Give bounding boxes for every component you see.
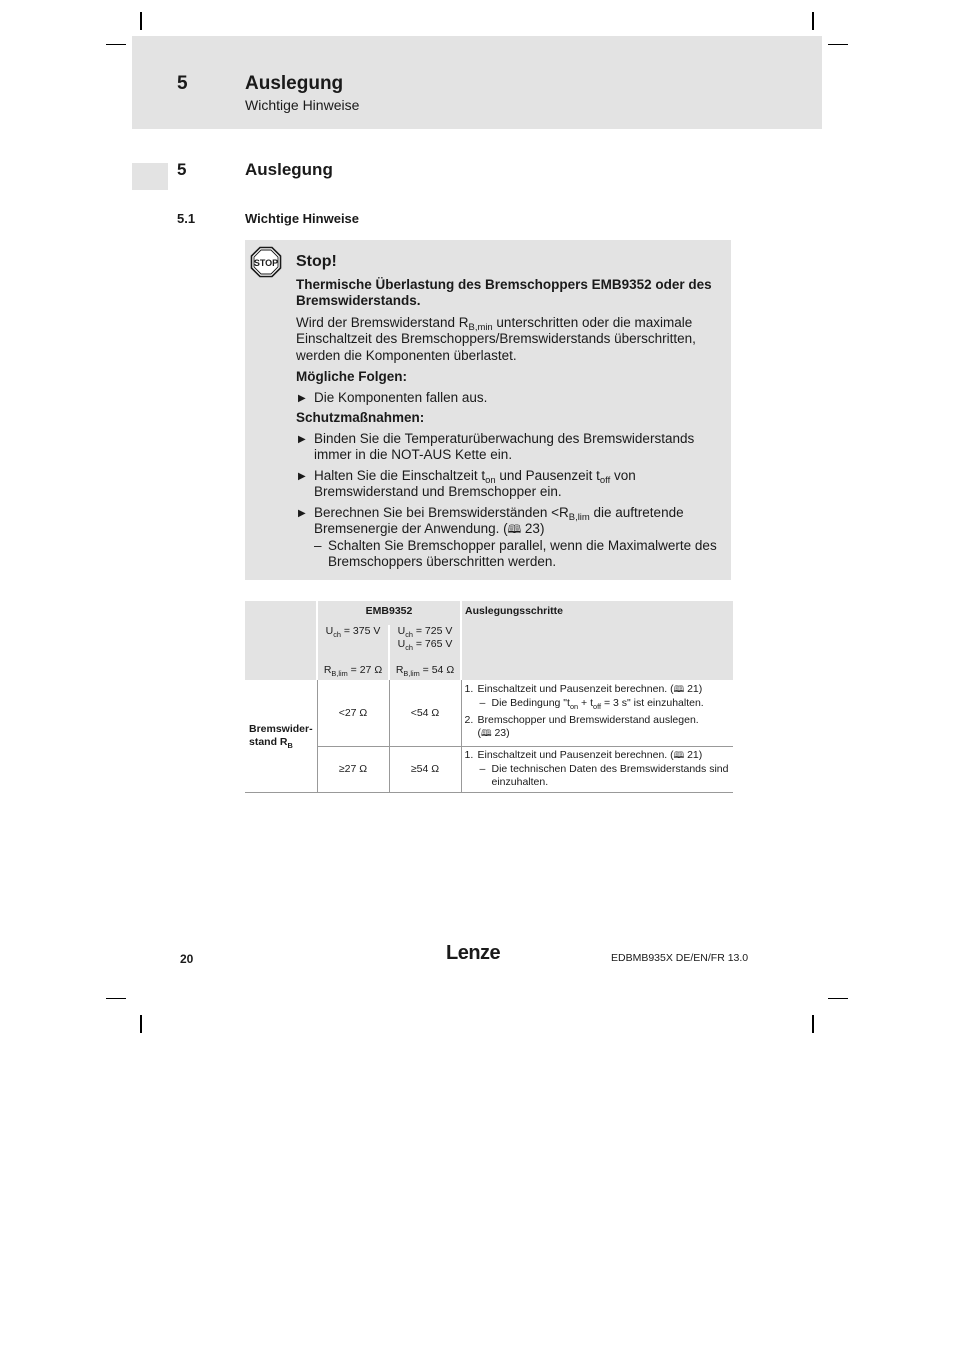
section-marker-tab xyxy=(132,163,168,190)
measure-item: ▶ Berechnen Sie bei Bremswiderständen $<R_{B,lim}$ die auftretende Bremsenergie der Anwendung. (🕮 23) xyxy=(296,505,724,538)
chapter-title: Auslegung xyxy=(245,73,344,94)
row1-value-725: <54 Ω xyxy=(389,680,461,747)
col-steps-header: Auslegungsschritte xyxy=(461,601,733,680)
stop-headline: Thermische Überlastung des Bremschoppers EMB9352 oder des Bremswiderstands. xyxy=(296,276,712,308)
crop-mark xyxy=(140,12,142,30)
crop-mark xyxy=(106,998,126,999)
crop-mark xyxy=(106,44,126,45)
measure-item: ▶ Halten Sie die Einschaltzeit $t_{on}$ und Pausenzeit $t_{off}$ von Bremswiderstand und Bremschopper ein. xyxy=(296,468,724,501)
row-label-cell: Bremswider- stand $R_B$ xyxy=(245,680,317,793)
row1-steps-cell xyxy=(461,680,733,747)
row2-value-375: ≥27 Ω xyxy=(317,747,389,793)
row2-steps-cell xyxy=(461,747,733,793)
section-title: Auslegung xyxy=(245,160,333,179)
chapter-header-band xyxy=(132,36,822,129)
subsection-number: 5.1 xyxy=(177,211,196,226)
step-item: 1. Einschaltzeit und Pausenzeit berechnen. (🕮 21) xyxy=(464,683,703,695)
braking-resistor-table xyxy=(245,601,733,793)
stop-sign-icon xyxy=(250,246,282,278)
rb-27-cell: $R_{B,lim} = 27$ Ω xyxy=(317,653,389,680)
crop-mark xyxy=(140,1015,142,1033)
crop-mark xyxy=(812,12,814,30)
crop-mark xyxy=(828,44,848,45)
consequences-heading: Mögliche Folgen: xyxy=(296,369,407,384)
measures-heading: Schutzmaßnahmen: xyxy=(296,410,425,425)
row1-value-375: <27 Ω xyxy=(317,680,389,747)
crop-mark xyxy=(828,998,848,999)
uch-375-cell: $U_{ch} = 375$ V xyxy=(317,625,389,653)
step-item: 1. Einschaltzeit und Pausenzeit berechnen. (🕮 21) xyxy=(464,749,703,761)
col-group-header: EMB9352 xyxy=(317,601,461,625)
document-id: EDBMB935X DE/EN/FR 13.0 xyxy=(611,952,749,964)
book-icon: 🕮 xyxy=(673,751,685,761)
rb-54-cell: $R_{B,lim} = 54$ Ω xyxy=(389,653,461,680)
chapter-subtitle: Wichtige Hinweise xyxy=(245,97,360,113)
stop-notice-body xyxy=(296,254,724,571)
stop-paragraph: Wird der Bremswiderstand $R_{B,min}$ unterschritten oder die maximale Einschaltzeit des Bremschoppers/Bremswiderstands überschritten, werden die Komponenten überlastet. xyxy=(296,314,696,363)
lenze-logo: Lenze xyxy=(446,942,501,964)
step-sub-item: – Die Bedingung "$t_{on} + t_{off} = 3$ s" ist einzuhalten. xyxy=(462,697,730,710)
measure-sub-item: – Schalten Sie Bremschopper parallel, wenn die Maximalwerte des Bremschoppers überschritten werden. xyxy=(296,538,724,571)
table-corner-cell xyxy=(245,601,317,680)
consequence-item: ▶ Die Komponenten fallen aus. xyxy=(296,390,724,407)
book-icon: 🕮 xyxy=(673,685,685,695)
crop-mark xyxy=(812,1015,814,1033)
subsection-title: Wichtige Hinweise xyxy=(245,211,360,226)
book-icon: 🕮 xyxy=(507,522,522,536)
chapter-number: 5 xyxy=(177,73,188,94)
step-item: 2. Bremschopper und Bremswiderstand auslegen. (🕮 23) xyxy=(464,714,699,739)
stop-title: Stop! xyxy=(296,253,337,270)
row2-value-725: ≥54 Ω xyxy=(389,747,461,793)
step-sub-item: – Die technischen Daten des Bremswiderstands sind einzuhalten. xyxy=(462,763,730,789)
section-number: 5 xyxy=(177,160,187,179)
book-icon: 🕮 xyxy=(481,729,492,739)
stop-icon-text: STOP xyxy=(253,258,279,268)
page-number: 20 xyxy=(180,952,194,966)
uch-725-765-cell: $U_{ch} = 725$ V $U_{ch} = 765$ V xyxy=(389,625,461,653)
measure-item: ▶ Binden Sie die Temperaturüberwachung des Bremswiderstands immer in die NOT-AUS Kette ein. xyxy=(296,431,724,464)
